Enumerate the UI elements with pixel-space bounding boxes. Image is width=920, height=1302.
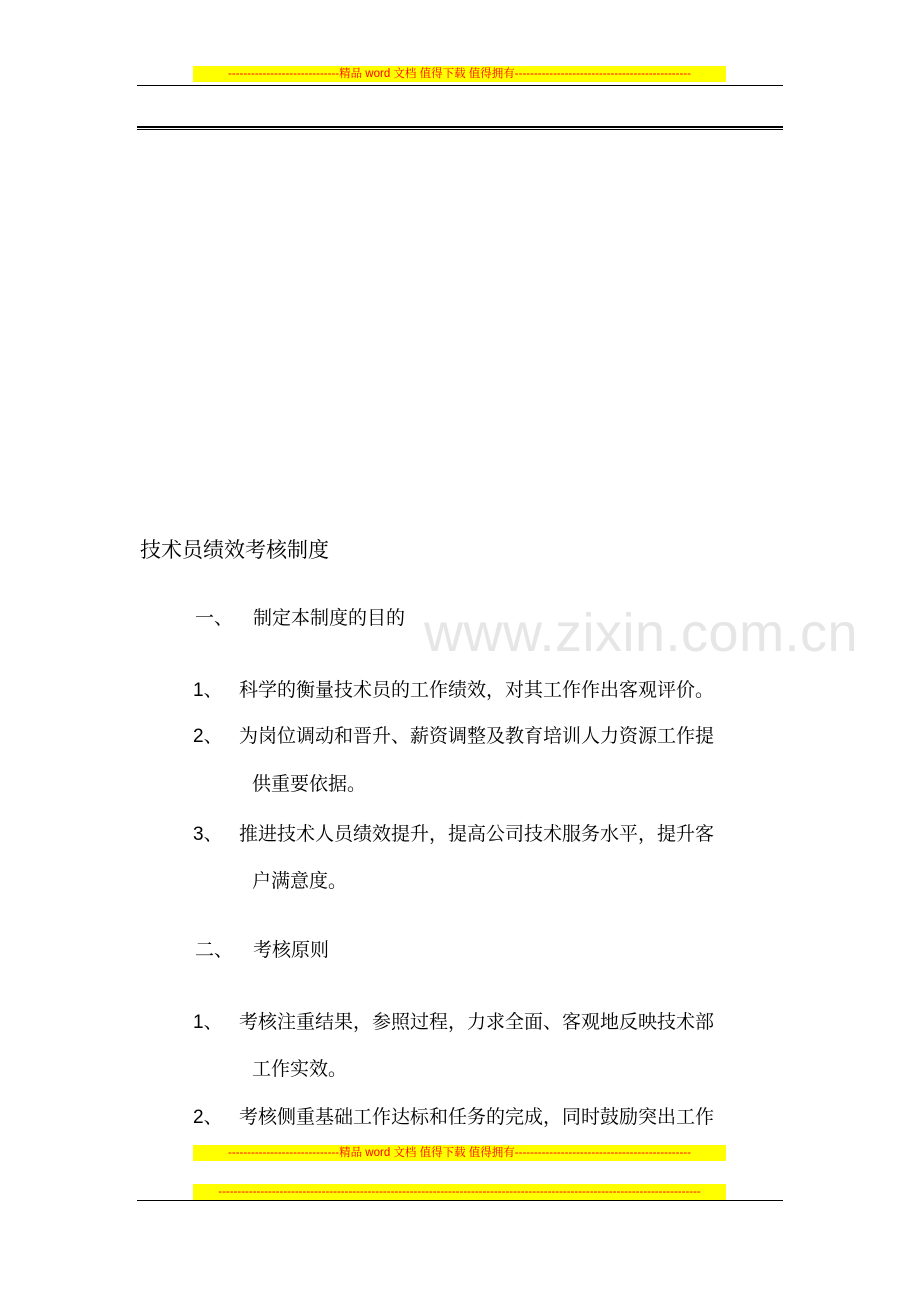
section-heading	[195, 604, 405, 632]
list-item-continuation: 工作实效。	[252, 1058, 348, 1080]
list-item-continuation: 户满意度。	[252, 870, 348, 892]
list-item-number: 2、	[193, 726, 223, 747]
header-rule	[137, 85, 783, 86]
footer-dash-line: ------------------------------------------------------------------------------------------------------------------------------	[193, 1184, 726, 1200]
header-double-rule-top	[137, 126, 783, 128]
list-item	[193, 676, 714, 705]
list-item-number: 1、	[193, 680, 223, 701]
header-banner: -----------------------------精品 word 文档 值得下载 值得拥有----------------------------------------------	[193, 66, 726, 82]
list-item	[193, 1103, 714, 1132]
section-title: 制定本制度的目的	[253, 607, 406, 629]
header-double-rule-bottom	[137, 129, 783, 130]
footer-banner: -----------------------------精品 word 文档 值得下载 值得拥有----------------------------------------------	[193, 1145, 726, 1161]
list-item-number: 2、	[193, 1107, 223, 1128]
document-title: 技术员绩效考核制度	[140, 538, 329, 562]
footer-rule	[137, 1200, 783, 1201]
list-item	[193, 1008, 714, 1037]
section-number: 二、	[195, 939, 234, 961]
list-item-number: 3、	[193, 824, 223, 845]
section-heading	[195, 936, 329, 964]
section-title: 考核原则	[253, 939, 330, 961]
list-item-continuation: 供重要依据。	[252, 773, 367, 795]
list-item-text: 考核注重结果，参照过程，力求全面、客观地反映技术部	[239, 1011, 715, 1033]
list-item-text: 为岗位调动和晋升、薪资调整及教育培训人力资源工作提	[239, 725, 715, 747]
list-item-number: 1、	[193, 1012, 223, 1033]
list-item	[193, 820, 714, 849]
list-item-text: 科学的衡量技术员的工作绩效，对其工作作出客观评价。	[239, 679, 715, 701]
list-item	[193, 722, 714, 751]
section-number: 一、	[195, 607, 234, 629]
list-item-text: 推进技术人员绩效提升，提高公司技术服务水平，提升客	[239, 823, 715, 845]
watermark: www.zixin.com.cn	[424, 603, 859, 663]
list-item-text: 考核侧重基础工作达标和任务的完成，同时鼓励突出工作	[239, 1106, 715, 1128]
